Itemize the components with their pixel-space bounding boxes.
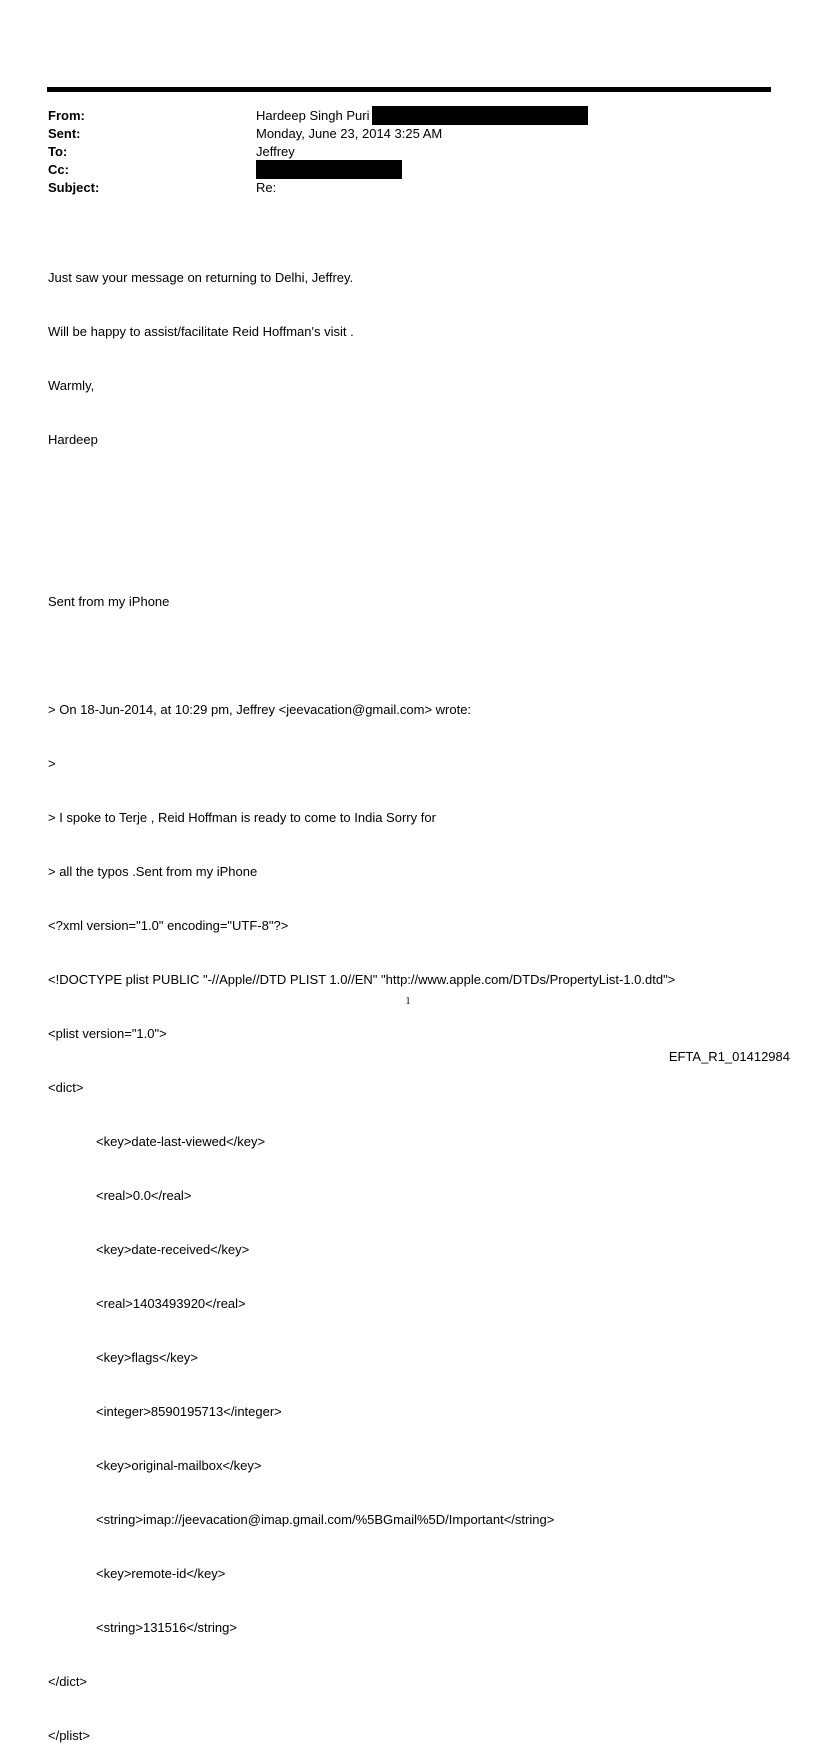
sent-row <box>48 125 768 143</box>
plist-inner-line: <integer>8590195713</integer> <box>96 1404 282 1419</box>
from-label: From: <box>48 108 85 123</box>
sent-label: Sent: <box>48 126 81 141</box>
plist-inner-line: <key>flags</key> <box>96 1350 198 1365</box>
to-value: Jeffrey <box>256 144 295 159</box>
subject-value: Re: <box>256 180 277 195</box>
plist-inner-line: <real>1403493920</real> <box>96 1296 246 1311</box>
cc-label: Cc: <box>48 162 69 177</box>
plist-inner-line: <key>date-received</key> <box>96 1242 250 1257</box>
plist-closing-line: </dict> <box>48 1674 88 1689</box>
signature-line: Sent from my iPhone <box>48 594 170 609</box>
page-number: 1 <box>405 996 411 1007</box>
plist-inner-line: <string>131516</string> <box>96 1620 237 1635</box>
plist-line: <dict> <box>48 1080 84 1095</box>
subject-row <box>48 179 768 197</box>
message-line: Warmly, <box>48 378 95 393</box>
plist-inner-line: <key>remote-id</key> <box>96 1566 226 1581</box>
from-row <box>48 107 768 125</box>
plist-line: <?xml version="1.0" encoding="UTF-8"?> <box>48 918 289 933</box>
quoted-line: > all the typos .Sent from my iPhone <box>48 864 258 879</box>
sent-value: Monday, June 23, 2014 3:25 AM <box>256 126 443 141</box>
email-body <box>48 233 788 1763</box>
from-value-wrap <box>256 107 588 125</box>
plist-inner-line: <key>date-last-viewed</key> <box>96 1134 266 1149</box>
message-line: Just saw your message on returning to Delhi, Jeffrey. <box>48 270 354 285</box>
cc-row <box>48 161 768 179</box>
cc-value-wrap <box>256 161 402 179</box>
to-label: To: <box>48 144 68 159</box>
plist-line: <!DOCTYPE plist PUBLIC "-//Apple//DTD PLIST 1.0//EN" "http://www.apple.com/DTDs/PropertyList-1.0.dtd"> <box>48 972 676 987</box>
from-value: Hardeep Singh Puri <box>256 108 370 123</box>
plist-inner-line: <string>imap://jeevacation@imap.gmail.com/%5BGmail%5D/Important</string> <box>96 1512 555 1527</box>
message-line: Hardeep <box>48 432 98 447</box>
message-line: Will be happy to assist/facilitate Reid Hoffman's visit . <box>48 324 354 339</box>
quoted-line: > On 18-Jun-2014, at 10:29 pm, Jeffrey <jeevacation@gmail.com> wrote: <box>48 702 472 717</box>
quoted-line: > I spoke to Terje , Reid Hoffman is ready to come to India Sorry for <box>48 810 436 825</box>
plist-line: <plist version="1.0"> <box>48 1026 167 1041</box>
quoted-line: > <box>48 756 56 771</box>
spacer <box>48 539 788 557</box>
document-id: EFTA_R1_01412984 <box>668 1049 790 1064</box>
spacer <box>48 485 788 503</box>
header-rule <box>47 87 771 92</box>
subject-label: Subject: <box>48 180 100 195</box>
email-header <box>48 107 768 197</box>
redaction-box <box>256 160 402 179</box>
plist-inner-line: <real>0.0</real> <box>96 1188 192 1203</box>
redaction-box <box>372 106 588 125</box>
spacer <box>48 647 788 665</box>
plist-closing-line: </plist> <box>48 1728 90 1743</box>
to-row <box>48 143 768 161</box>
plist-inner-line: <key>original-mailbox</key> <box>96 1458 262 1473</box>
